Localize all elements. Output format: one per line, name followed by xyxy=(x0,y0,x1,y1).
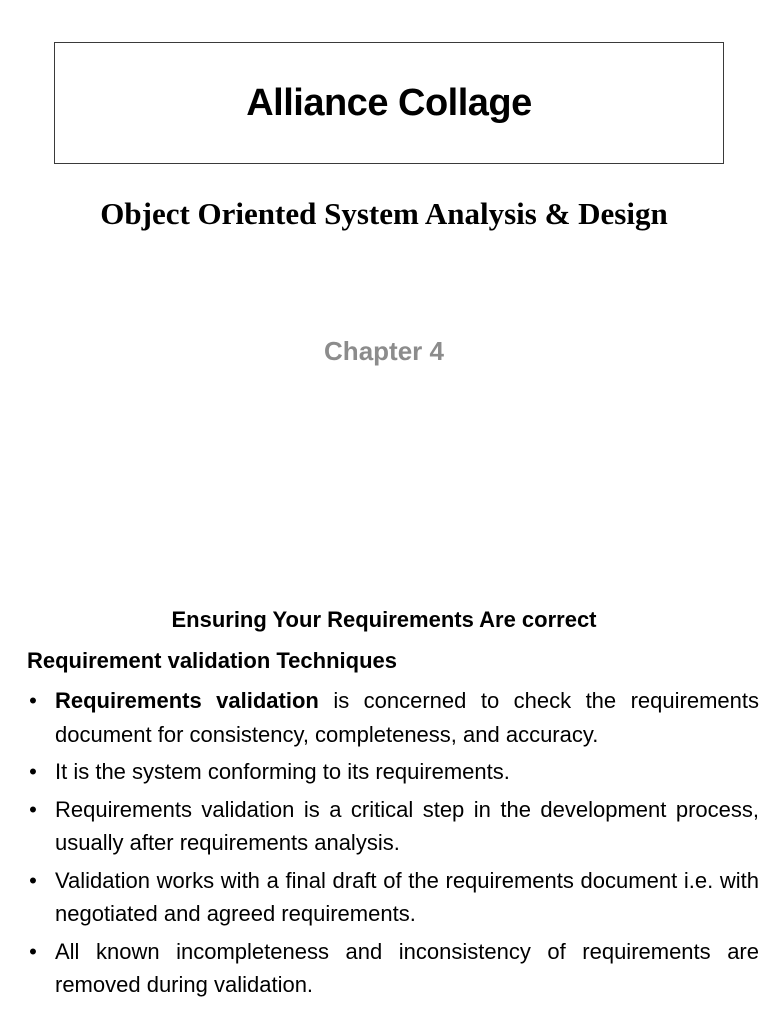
bullet-icon: • xyxy=(29,938,37,964)
bullet-bold-lead: Requirements validation xyxy=(55,688,319,713)
chapter-label: Chapter 4 xyxy=(324,336,444,366)
bullet-item xyxy=(26,935,759,1002)
bullet-icon: • xyxy=(29,688,37,713)
document-title: Alliance Collage xyxy=(246,81,532,124)
title-box xyxy=(54,42,724,164)
bullet-item xyxy=(26,864,759,931)
bullet-text: is concerned to check the requirements document for consistency, completeness, and accuracy. xyxy=(55,688,760,747)
section-heading: Ensuring Your Requirements Are correct xyxy=(171,607,597,632)
bullet-icon: • xyxy=(29,867,37,893)
course-subtitle: Object Oriented System Analysis & Design xyxy=(100,196,668,231)
bullet-icon: • xyxy=(29,796,37,822)
bullet-list xyxy=(26,684,759,1006)
bullet-icon: • xyxy=(29,759,37,784)
bullet-text: All known incompleteness and inconsistency of requirements are removed during validation. xyxy=(55,938,759,997)
bullet-item xyxy=(26,755,759,789)
subheading: Requirement validation Techniques xyxy=(27,648,397,673)
bullet-item xyxy=(26,684,759,751)
bullet-text: Requirements validation is a critical step in the development process, usually after requirements analysis. xyxy=(55,796,759,855)
bullet-text: It is the system conforming to its requirements. xyxy=(55,759,510,784)
bullet-text: Validation works with a final draft of the requirements document i.e. with negotiated and agreed requirements. xyxy=(55,867,759,926)
bullet-item xyxy=(26,793,759,860)
